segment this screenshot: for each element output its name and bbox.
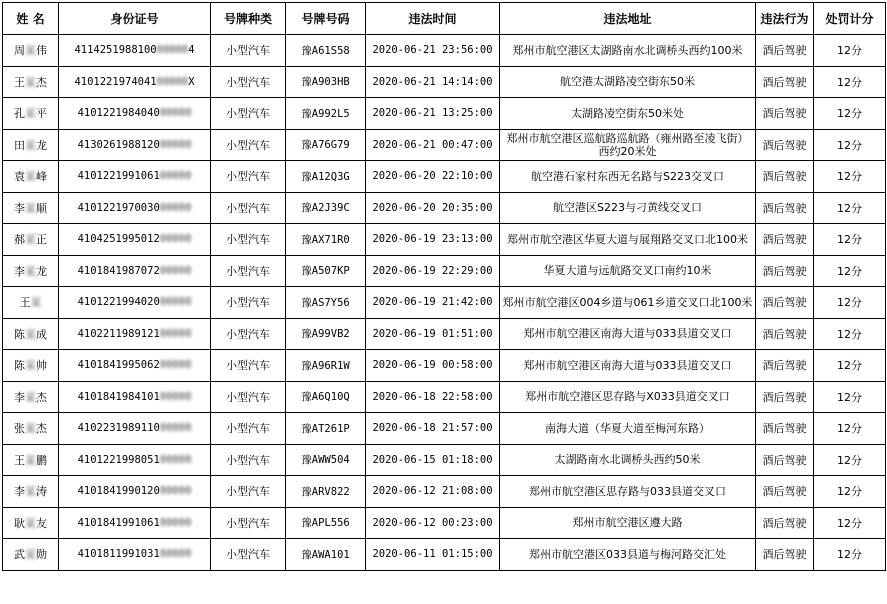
id-visible: 4101811991031: [77, 548, 160, 561]
cell-time: 2020-06-15 01:18:00: [366, 444, 500, 476]
cell-id: [59, 161, 211, 193]
name-visible-end: 勋: [36, 548, 47, 562]
table-row: [3, 444, 886, 476]
cell-plate-type: 小型汽车: [211, 381, 286, 413]
id-visible: 4102231989110: [77, 422, 160, 435]
cell-violation: 酒后驾驶: [756, 98, 814, 130]
cell-points: 12分: [814, 255, 886, 287]
cell-name: [3, 224, 59, 256]
cell-points: 12分: [814, 35, 886, 67]
cell-name: [3, 350, 59, 382]
id-redacted: 00000: [159, 422, 192, 435]
cell-time: 2020-06-18 22:58:00: [366, 381, 500, 413]
table-row: [3, 161, 886, 193]
cell-address: 航空港太湖路凌空街东50米: [500, 66, 756, 98]
cell-time: 2020-06-19 23:13:00: [366, 224, 500, 256]
id-visible: 4101841984101: [77, 390, 160, 403]
cell-points: 12分: [814, 539, 886, 571]
violation-table: [2, 2, 886, 571]
name-visible-end: 峰: [36, 170, 47, 184]
cell-violation: 酒后驾驶: [756, 507, 814, 539]
cell-plate: 豫AWA101: [286, 539, 366, 571]
cell-time: 2020-06-12 00:23:00: [366, 507, 500, 539]
cell-id: [59, 192, 211, 224]
name-visible: 陈: [14, 359, 25, 373]
cell-time: 2020-06-21 00:47:00: [366, 129, 500, 161]
cell-id: [59, 35, 211, 67]
id-visible: 4114251988100: [74, 44, 157, 57]
id-visible: 4101221984040: [77, 107, 160, 120]
name-visible: 王: [14, 453, 25, 467]
cell-plate-type: 小型汽车: [211, 507, 286, 539]
cell-violation: 酒后驾驶: [756, 318, 814, 350]
id-redacted: 00000: [159, 107, 192, 120]
cell-address: 郑州市航空港区巡航路巡航路（雍州路至凌飞街）西约20米处: [500, 129, 756, 161]
cell-points: 12分: [814, 161, 886, 193]
cell-name: [3, 381, 59, 413]
cell-plate-type: 小型汽车: [211, 444, 286, 476]
cell-address: 郑州市航空港区思存路与033县道交叉口: [500, 476, 756, 508]
name-redacted: 某: [25, 453, 36, 467]
cell-id: [59, 224, 211, 256]
cell-time: 2020-06-21 23:56:00: [366, 35, 500, 67]
table-row: [3, 224, 886, 256]
name-visible: 李: [14, 264, 25, 278]
cell-plate: 豫A6Q10Q: [286, 381, 366, 413]
name-visible-end: 涛: [36, 485, 47, 499]
cell-plate: 豫A96R1W: [286, 350, 366, 382]
name-redacted: 某: [25, 138, 36, 152]
cell-id: [59, 98, 211, 130]
id-redacted: 00000: [159, 233, 192, 246]
cell-plate-type: 小型汽车: [211, 539, 286, 571]
name-visible-end: 顺: [36, 201, 47, 215]
name-visible-end: 杰: [36, 75, 47, 89]
name-redacted: 某: [25, 422, 36, 436]
cell-points: 12分: [814, 98, 886, 130]
header-time: 违法时间: [366, 3, 500, 35]
name-redacted: 某: [25, 359, 36, 373]
cell-plate: 豫A992L5: [286, 98, 366, 130]
cell-id: [59, 350, 211, 382]
cell-address: 航空港石家村东西无名路与S223交叉口: [500, 161, 756, 193]
cell-plate: 豫AT261P: [286, 413, 366, 445]
id-visible: 4101221974041: [74, 75, 157, 88]
name-redacted: 某: [25, 390, 36, 404]
cell-time: 2020-06-20 20:35:00: [366, 192, 500, 224]
cell-name: [3, 507, 59, 539]
cell-plate-type: 小型汽车: [211, 224, 286, 256]
cell-id: [59, 129, 211, 161]
name-visible: 田: [14, 138, 25, 152]
header-plate: 号牌号码: [286, 3, 366, 35]
name-redacted: 某: [25, 170, 36, 184]
name-visible: 孔: [14, 107, 25, 121]
id-visible: 4101221970030: [77, 201, 160, 214]
id-redacted: 00000: [159, 201, 192, 214]
id-visible: 4101221998051: [77, 453, 160, 466]
cell-name: [3, 192, 59, 224]
name-visible: 李: [14, 485, 25, 499]
cell-points: 12分: [814, 318, 886, 350]
name-visible: 耿: [14, 516, 25, 530]
name-visible: 周: [14, 44, 25, 58]
cell-plate: 豫A99VB2: [286, 318, 366, 350]
cell-id: [59, 381, 211, 413]
cell-plate-type: 小型汽车: [211, 413, 286, 445]
table-row: [3, 66, 886, 98]
id-redacted: 00000: [159, 453, 192, 466]
cell-time: 2020-06-20 22:10:00: [366, 161, 500, 193]
cell-plate: 豫AWW504: [286, 444, 366, 476]
id-redacted: 00000: [156, 44, 189, 57]
cell-id: [59, 255, 211, 287]
id-visible: 4101221991061: [77, 170, 160, 183]
cell-violation: 酒后驾驶: [756, 35, 814, 67]
cell-points: 12分: [814, 413, 886, 445]
name-visible: 张: [14, 422, 25, 436]
id-redacted: 00000: [159, 170, 192, 183]
cell-violation: 酒后驾驶: [756, 66, 814, 98]
cell-address: 郑州市航空港区033县道与梅河路交汇处: [500, 539, 756, 571]
cell-plate: 豫APL556: [286, 507, 366, 539]
name-visible-end: 友: [36, 516, 47, 530]
id-visible: 4101221994020: [77, 296, 160, 309]
table-row: [3, 287, 886, 319]
cell-name: [3, 129, 59, 161]
table-row: [3, 129, 886, 161]
name-redacted: 某: [25, 516, 36, 530]
name-redacted: 某: [25, 485, 36, 499]
cell-name: [3, 35, 59, 67]
header-points: 处罚计分: [814, 3, 886, 35]
cell-points: 12分: [814, 476, 886, 508]
cell-time: 2020-06-21 13:25:00: [366, 98, 500, 130]
id-visible: 4130261988120: [77, 138, 160, 151]
name-visible-end: 鹏: [36, 453, 47, 467]
cell-id: [59, 413, 211, 445]
cell-name: [3, 287, 59, 319]
header-row: [3, 3, 886, 35]
id-visible: 4102211989121: [77, 327, 160, 340]
id-redacted: 00000: [159, 327, 192, 340]
cell-address: 郑州市航空港区南海大道与033县道交叉口: [500, 318, 756, 350]
cell-violation: 酒后驾驶: [756, 413, 814, 445]
cell-id: [59, 287, 211, 319]
cell-violation: 酒后驾驶: [756, 476, 814, 508]
cell-points: 12分: [814, 444, 886, 476]
name-visible: 袁: [14, 170, 25, 184]
name-visible-end: 杰: [36, 390, 47, 404]
name-redacted: 某: [30, 296, 42, 310]
cell-points: 12分: [814, 507, 886, 539]
id-visible: 4101841990120: [77, 485, 160, 498]
id-redacted: 00000: [159, 516, 192, 529]
name-redacted: 某: [25, 548, 36, 562]
name-redacted: 某: [25, 75, 36, 89]
cell-id: [59, 507, 211, 539]
id-visible: 4101841995062: [77, 359, 160, 372]
cell-name: [3, 98, 59, 130]
cell-violation: 酒后驾驶: [756, 444, 814, 476]
cell-points: 12分: [814, 129, 886, 161]
cell-name: [3, 161, 59, 193]
id-redacted: 00000: [159, 138, 192, 151]
name-redacted: 某: [25, 107, 36, 121]
cell-plate: 豫A12Q3G: [286, 161, 366, 193]
name-redacted: 某: [25, 233, 36, 247]
table-row: [3, 318, 886, 350]
table-row: [3, 255, 886, 287]
cell-plate: 豫AS7Y56: [286, 287, 366, 319]
cell-plate: 豫A507KP: [286, 255, 366, 287]
cell-time: 2020-06-19 01:51:00: [366, 318, 500, 350]
cell-time: 2020-06-19 22:29:00: [366, 255, 500, 287]
cell-address: 太湖路凌空街东50米处: [500, 98, 756, 130]
cell-plate-type: 小型汽车: [211, 318, 286, 350]
name-redacted: 某: [25, 44, 36, 58]
id-redacted: 00000: [159, 390, 192, 403]
cell-id: [59, 318, 211, 350]
header-name: 姓 名: [3, 3, 59, 35]
id-visible: 4101841987072: [77, 264, 160, 277]
cell-plate-type: 小型汽车: [211, 98, 286, 130]
cell-plate-type: 小型汽车: [211, 129, 286, 161]
table-row: [3, 350, 886, 382]
header-violation: 违法行为: [756, 3, 814, 35]
cell-plate-type: 小型汽车: [211, 66, 286, 98]
name-visible: 王: [19, 296, 31, 310]
cell-name: [3, 539, 59, 571]
cell-name: [3, 444, 59, 476]
cell-plate: 豫AX71R0: [286, 224, 366, 256]
table-row: [3, 98, 886, 130]
cell-name: [3, 318, 59, 350]
table-row: [3, 539, 886, 571]
name-visible: 郝: [14, 233, 25, 247]
cell-plate: 豫A76G79: [286, 129, 366, 161]
cell-address: 郑州市航空港区华夏大道与展翔路交叉口北100米: [500, 224, 756, 256]
cell-plate-type: 小型汽车: [211, 476, 286, 508]
table-row: [3, 413, 886, 445]
name-visible-end: 平: [36, 107, 47, 121]
cell-points: 12分: [814, 287, 886, 319]
cell-id: [59, 476, 211, 508]
name-visible-end: 伟: [36, 44, 47, 58]
cell-time: 2020-06-19 21:42:00: [366, 287, 500, 319]
cell-plate: 豫A903HB: [286, 66, 366, 98]
cell-time: 2020-06-11 01:15:00: [366, 539, 500, 571]
name-visible-end: 龙: [36, 264, 47, 278]
name-visible-end: 杰: [36, 422, 47, 436]
name-redacted: 某: [25, 201, 36, 215]
table-row: [3, 35, 886, 67]
cell-violation: 酒后驾驶: [756, 287, 814, 319]
cell-violation: 酒后驾驶: [756, 161, 814, 193]
cell-address: 郑州市航空港区遵大路: [500, 507, 756, 539]
id-redacted: 00000: [159, 296, 192, 309]
name-visible: 李: [14, 201, 25, 215]
cell-plate-type: 小型汽车: [211, 287, 286, 319]
cell-violation: 酒后驾驶: [756, 255, 814, 287]
cell-address: 郑州市航空港区004乡道与061乡道交叉口北100米: [500, 287, 756, 319]
cell-plate-type: 小型汽车: [211, 192, 286, 224]
id-redacted: 00000: [159, 485, 192, 498]
cell-points: 12分: [814, 381, 886, 413]
cell-plate-type: 小型汽车: [211, 350, 286, 382]
header-id: 身份证号: [59, 3, 211, 35]
cell-violation: 酒后驾驶: [756, 350, 814, 382]
id-redacted: 00000: [159, 548, 192, 561]
id-visible: 4101841991061: [77, 516, 160, 529]
cell-violation: 酒后驾驶: [756, 192, 814, 224]
header-plate-type: 号牌种类: [211, 3, 286, 35]
name-visible: 李: [14, 390, 25, 404]
cell-address: 郑州市航空港区太湖路南水北调桥头西约100米: [500, 35, 756, 67]
name-redacted: 某: [25, 327, 36, 341]
cell-address: 郑州市航空港区思存路与X033县道交叉口: [500, 381, 756, 413]
cell-points: 12分: [814, 192, 886, 224]
name-visible-end: 成: [36, 327, 47, 341]
cell-address: 华夏大道与远航路交叉口南约10米: [500, 255, 756, 287]
id-visible-end: 4: [188, 44, 195, 57]
cell-points: 12分: [814, 66, 886, 98]
cell-name: [3, 476, 59, 508]
name-visible-end: 帅: [36, 359, 47, 373]
cell-violation: 酒后驾驶: [756, 381, 814, 413]
cell-plate-type: 小型汽车: [211, 35, 286, 67]
id-redacted: 00000: [159, 359, 192, 372]
cell-plate-type: 小型汽车: [211, 161, 286, 193]
name-visible: 武: [14, 548, 25, 562]
cell-name: [3, 413, 59, 445]
header-address: 违法地址: [500, 3, 756, 35]
cell-id: [59, 66, 211, 98]
cell-name: [3, 66, 59, 98]
cell-plate: 豫ARV822: [286, 476, 366, 508]
cell-plate-type: 小型汽车: [211, 255, 286, 287]
name-visible: 王: [14, 75, 25, 89]
cell-id: [59, 444, 211, 476]
cell-time: 2020-06-21 14:14:00: [366, 66, 500, 98]
table-row: [3, 192, 886, 224]
cell-address: 南海大道（华夏大道至梅河东路）: [500, 413, 756, 445]
cell-points: 12分: [814, 350, 886, 382]
id-redacted: 00000: [156, 75, 189, 88]
cell-violation: 酒后驾驶: [756, 224, 814, 256]
id-visible-end: X: [188, 75, 195, 88]
name-redacted: 某: [25, 264, 36, 278]
cell-time: 2020-06-12 21:08:00: [366, 476, 500, 508]
cell-points: 12分: [814, 224, 886, 256]
table-row: [3, 476, 886, 508]
id-redacted: 00000: [159, 264, 192, 277]
table-row: [3, 507, 886, 539]
table-row: [3, 381, 886, 413]
name-visible: 陈: [14, 327, 25, 341]
cell-plate: 豫A2J39C: [286, 192, 366, 224]
cell-time: 2020-06-18 21:57:00: [366, 413, 500, 445]
cell-violation: 酒后驾驶: [756, 539, 814, 571]
cell-address: 郑州市航空港区南海大道与033县道交叉口: [500, 350, 756, 382]
id-visible: 4104251995012: [77, 233, 160, 246]
cell-id: [59, 539, 211, 571]
cell-address: 太湖路南水北调桥头西约50米: [500, 444, 756, 476]
name-visible-end: 正: [36, 233, 47, 247]
cell-plate: 豫A61S58: [286, 35, 366, 67]
cell-violation: 酒后驾驶: [756, 129, 814, 161]
cell-name: [3, 255, 59, 287]
name-visible-end: 龙: [36, 138, 47, 152]
cell-time: 2020-06-19 00:58:00: [366, 350, 500, 382]
cell-address: 航空港区S223与刁黄线交叉口: [500, 192, 756, 224]
